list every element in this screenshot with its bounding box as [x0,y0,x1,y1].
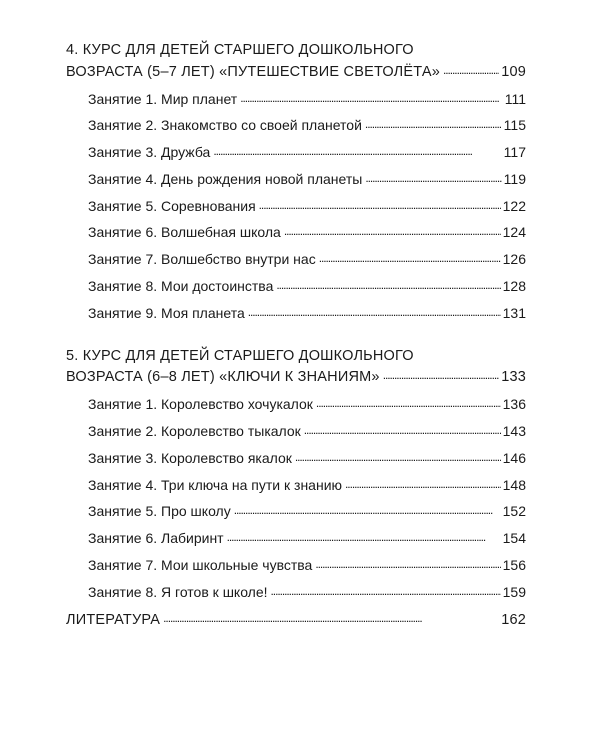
page-number: 122 [502,197,526,214]
entry-title: Занятие 3. Дружба [88,144,211,161]
page-number: 109 [501,63,526,80]
entry-title: Занятие 7. Мои школьные чувства [88,556,313,573]
toc-entry-literature[interactable] [66,610,526,632]
dot-leader [315,556,500,570]
toc-entry[interactable] [66,170,526,189]
page-number: 148 [502,476,526,493]
section-heading-row[interactable] [66,367,526,389]
toc-entry[interactable] [66,395,526,414]
page-number: 159 [502,583,526,600]
entry-title: Занятие 6. Волшебная школа [88,224,281,241]
dot-leader [284,223,501,237]
dot-leader [365,116,502,130]
section-heading: 5. КУРС ДЛЯ ДЕТЕЙ СТАРШЕГО ДОШКОЛЬНОГО [66,347,414,364]
dot-leader [365,170,501,184]
dot-leader [163,610,499,625]
page-number: 124 [502,224,526,241]
entry-title: ЛИТЕРАТУРА [66,612,161,629]
toc-entry[interactable] [66,250,526,269]
entry-title: Занятие 9. Моя планета [88,304,245,321]
section-heading-continued: ВОЗРАСТА (5–7 ЛЕТ) «ПУТЕШЕСТВИЕ СВЕТОЛЁТА» [66,63,440,80]
section-heading-continued: ВОЗРАСТА (6–8 ЛЕТ) «КЛЮЧИ К ЗНАНИЯМ» [66,369,380,386]
page-number: 162 [501,612,526,629]
page-number: 146 [502,449,526,466]
dot-leader [240,90,503,104]
page-number: 117 [503,144,526,161]
dot-leader [276,277,500,291]
toc-entry[interactable] [66,449,526,468]
entry-title: Занятие 4. Три ключа на пути к знанию [88,476,343,493]
entry-title: Занятие 3. Королевство якалок [88,449,292,466]
page-number: 126 [502,251,526,268]
toc-entry[interactable] [66,90,526,109]
page-number: 111 [504,90,526,107]
entry-title: Занятие 8. Я готов к школе! [88,583,268,600]
entry-title: Занятие 5. Соревнования [88,197,256,214]
section-heading: 4. КУРС ДЛЯ ДЕТЕЙ СТАРШЕГО ДОШКОЛЬНОГО [66,42,414,58]
dot-leader [316,395,501,409]
dot-leader [319,250,501,264]
toc-section-4 [66,40,526,323]
page-number: 128 [502,278,526,295]
entry-title: Занятие 6. Лабиринт [88,530,224,547]
toc-entry[interactable] [66,529,526,548]
page-number: 152 [502,503,526,520]
page-number: 119 [503,170,526,187]
toc-entry[interactable] [66,277,526,296]
dot-leader [227,529,501,543]
dot-leader [259,197,501,211]
dot-leader [383,367,500,382]
page-number: 133 [501,369,526,386]
toc-entry[interactable] [66,556,526,575]
page-number: 131 [502,304,526,321]
dot-leader [443,61,499,76]
entry-title: Занятие 8. Мои достоинства [88,278,274,295]
entry-title: Занятие 1. Мир планет [88,90,238,107]
entry-title: Занятие 2. Королевство тыкалок [88,422,301,439]
page-number: 156 [502,556,526,573]
page-number: 136 [502,396,526,413]
toc-section-5 [66,346,526,602]
section-spacer [66,331,526,346]
dot-leader [213,143,501,157]
page-number: 115 [503,117,526,134]
dot-leader [304,422,501,436]
toc-entry[interactable] [66,422,526,441]
toc-entry[interactable] [66,223,526,242]
dot-leader [271,583,501,597]
toc-entry[interactable] [66,583,526,602]
toc-entry[interactable] [66,476,526,495]
dot-leader [345,476,501,490]
toc-entry[interactable] [66,116,526,135]
dot-leader [248,304,501,318]
entry-title: Занятие 5. Про школу [88,503,231,520]
dot-leader [234,502,501,516]
page-number: 143 [502,422,526,439]
table-of-contents [66,40,526,631]
toc-entry[interactable] [66,197,526,216]
entry-title: Занятие 4. День рождения новой планеты [88,170,363,187]
entry-title: Занятие 1. Королевство хочукалок [88,396,313,413]
toc-entry[interactable] [66,143,526,162]
page-number: 154 [502,530,526,547]
toc-entry[interactable] [66,502,526,521]
toc-entry[interactable] [66,304,526,323]
dot-leader [295,449,501,463]
entry-title: Занятие 2. Знакомство со своей планетой [88,117,362,134]
entry-title: Занятие 7. Волшебство внутри нас [88,251,316,268]
section-heading-row[interactable] [66,61,526,83]
